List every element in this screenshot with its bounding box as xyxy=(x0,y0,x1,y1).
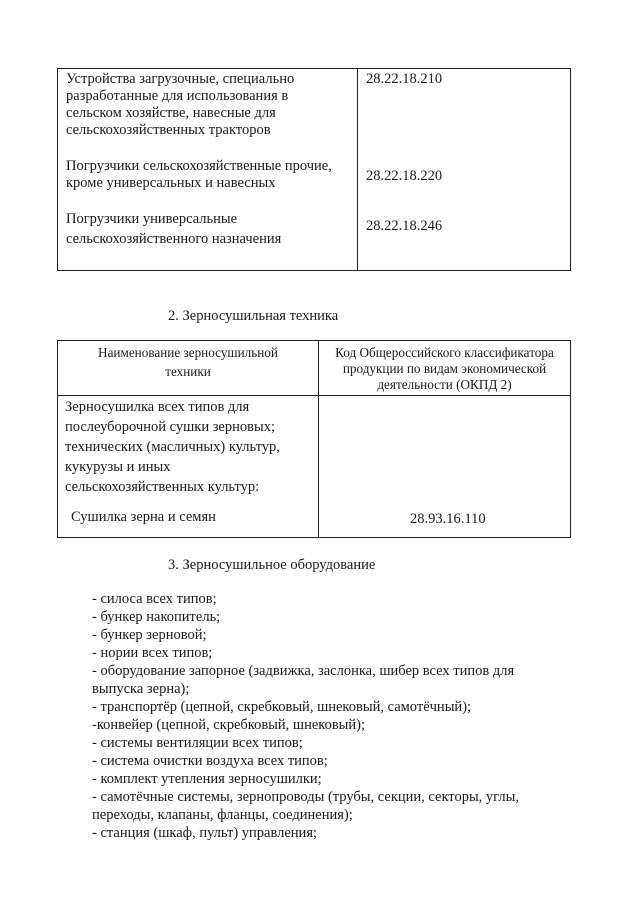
list-item: - оборудование запорное (задвижка, заслонка, шибер всех типов для xyxy=(92,663,515,679)
list-item: - системы вентиляции всех типов; xyxy=(92,735,303,751)
table2-col1-header-line: техники xyxy=(165,364,211,379)
table1-border-top xyxy=(57,68,571,69)
table2-border-top xyxy=(57,340,571,341)
table2-col2-header-line: Код Общероссийского классификатора xyxy=(335,345,554,360)
list-item: - комплект утепления зерносушилки; xyxy=(92,771,322,787)
list-item: - силоса всех типов; xyxy=(92,591,217,607)
table1-border-middle xyxy=(357,68,358,271)
table2-item-code: 28.93.16.110 xyxy=(410,511,486,527)
table2-desc-line: послеуборочной сушки зерновых; xyxy=(65,419,275,435)
list-item: - бункер зерновой; xyxy=(92,627,207,643)
list-item: переходы, клапаны, фланцы, соединения); xyxy=(92,807,353,823)
table1-row1-name-line: сельском хозяйстве, навесные для xyxy=(66,105,276,121)
table2-item-name: Сушилка зерна и семян xyxy=(71,509,216,525)
list-item: - транспортёр (цепной, скребковый, шнековый, самотёчный); xyxy=(92,699,472,715)
table2-desc-line: сельскохозяйственных культур: xyxy=(65,479,260,495)
table1-border-right xyxy=(570,68,571,271)
table2-desc-line: Зерносушилка всех типов для xyxy=(65,399,250,415)
table2-col1-header-line: Наименование зерносушильной xyxy=(98,345,278,360)
list-item: - бункер накопитель; xyxy=(92,609,221,625)
table1-row2-name-line: кроме универсальных и навесных xyxy=(66,175,276,191)
table1-row1-code: 28.22.18.210 xyxy=(366,71,443,87)
table1-row1-name-line: сельскохозяйственных тракторов xyxy=(66,122,271,138)
table1-row3-name-line: Погрузчики универсальные xyxy=(66,211,238,227)
table1-border-bottom xyxy=(57,270,571,271)
list-item: - самотёчные системы, зернопроводы (трубы, секции, секторы, углы, xyxy=(92,789,519,805)
list-item: - станция (шкаф, пульт) управления; xyxy=(92,825,318,841)
table1-border-left xyxy=(57,68,58,271)
table1-row1-name-line: разработанные для использования в xyxy=(66,88,289,104)
list-item: -конвейер (цепной, скребковый, шнековый); xyxy=(92,717,366,733)
table1-row3-code: 28.22.18.246 xyxy=(366,218,443,234)
table2-col2-header-line: деятельности (ОКПД 2) xyxy=(377,377,512,392)
section2-title: 2. Зерносушильная техника xyxy=(168,308,339,324)
list-item: выпуска зерна); xyxy=(92,681,190,697)
list-item: - система очистки воздуха всех типов; xyxy=(92,753,328,769)
table2-border-right xyxy=(570,340,571,538)
table2-header-divider xyxy=(57,395,571,396)
table1-row1-name-line: Устройства загрузочные, специально xyxy=(66,71,295,87)
table2-border-bottom xyxy=(57,537,571,538)
table2-col2-header-line: продукции по видам экономической xyxy=(342,361,547,376)
section3-title: 3. Зерносушильное оборудование xyxy=(168,557,376,573)
table1-row3-name-line: сельскохозяйственного назначения xyxy=(66,231,282,247)
table2-desc-line: кукурузы и иных xyxy=(65,459,171,475)
table2-desc-line: технических (масличных) культур, xyxy=(65,439,280,455)
list-item: - нории всех типов; xyxy=(92,645,213,661)
table1-row2-name-line: Погрузчики сельскохозяйственные прочие, xyxy=(66,158,332,174)
table1-row2-code: 28.22.18.220 xyxy=(366,168,443,184)
